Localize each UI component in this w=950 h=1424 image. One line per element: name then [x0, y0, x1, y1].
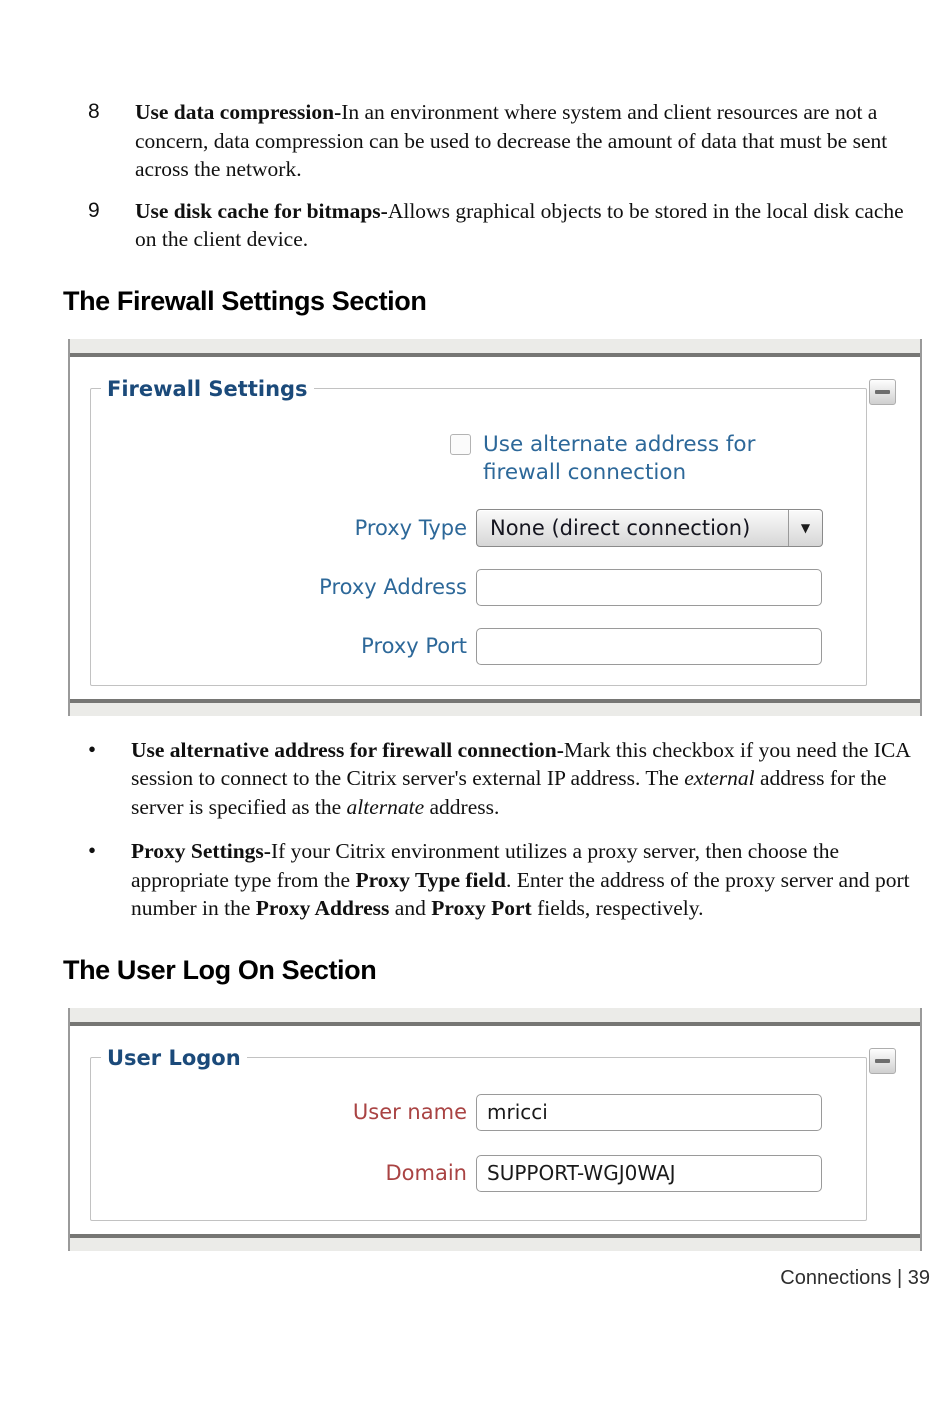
proxy-port-input[interactable]: [476, 628, 822, 665]
dropdown-arrow-button[interactable]: [788, 510, 822, 546]
footer-section-label: Connections: [780, 1266, 892, 1289]
chevron-down-icon: ▼: [800, 520, 811, 535]
firewall-settings-group: [90, 377, 867, 686]
user-logon-panel: [70, 1026, 920, 1234]
bullet-segment: address.: [424, 794, 500, 819]
item-body: Allows graphical objects to be stored in the local disk cache on the client device.: [135, 198, 904, 251]
bullet-segment: and: [389, 896, 432, 920]
proxy-address-label: Proxy Address: [319, 575, 467, 599]
list-item: [88, 98, 950, 184]
screenshot-top-chrome: [70, 1008, 920, 1026]
bullet-segment-bold: Proxy Port: [431, 896, 532, 920]
bullet-segment-italic: alternate: [346, 794, 425, 819]
item-text: [135, 98, 930, 184]
bullet-segment: address for the server is specified as the: [131, 766, 887, 819]
firewall-settings-screenshot: [68, 339, 922, 716]
bullet-text: [131, 837, 926, 923]
proxy-type-value: None (direct connection): [490, 515, 751, 540]
item-lead: Use data compression-: [135, 100, 342, 124]
bullet-segment: . Enter the address of the proxy server and port number in the: [131, 867, 910, 920]
minimize-button[interactable]: [869, 1048, 896, 1074]
user-name-label: User name: [352, 1100, 467, 1124]
minimize-icon: [875, 1059, 890, 1063]
domain-label: Domain: [385, 1161, 467, 1185]
proxy-address-row: [91, 569, 866, 606]
user-name-row: [91, 1094, 866, 1131]
proxy-address-input[interactable]: [476, 569, 822, 606]
bullet-list: [0, 736, 950, 923]
numbered-list: [0, 0, 950, 254]
minimize-icon: [875, 390, 890, 394]
proxy-type-row: [91, 509, 866, 547]
item-number: 8: [88, 100, 100, 123]
item-text: [135, 197, 930, 254]
item-body: In an environment where system and client resources are not a concern, data compression can be used to decrease the amount of data that must be sent across the network.: [135, 100, 888, 181]
bullet-item: [88, 736, 950, 822]
bullet-item: [88, 837, 950, 923]
bullet-marker: •: [88, 838, 97, 863]
alternate-address-checkbox[interactable]: [450, 434, 471, 455]
domain-input[interactable]: [476, 1155, 822, 1192]
proxy-type-dropdown[interactable]: [476, 509, 823, 547]
bullet-lead: Use alternative address for firewall connection-: [131, 737, 564, 762]
alternate-address-label: Use alternate address for firewall connection: [483, 431, 756, 485]
firewall-section-heading: The Firewall Settings Section: [63, 285, 427, 316]
proxy-port-row: [91, 628, 866, 665]
bullet-segment-bold: Proxy Type field: [355, 867, 506, 892]
footer-page-number: 39: [907, 1266, 930, 1289]
proxy-port-label: Proxy Port: [361, 634, 467, 658]
screenshot-bottom-chrome: [70, 1234, 920, 1251]
bullet-segment: Mark this checkbox if you need the ICA session to connect to the Citrix server's external IP address. The: [131, 737, 910, 790]
bullet-text: [131, 736, 926, 822]
user-logon-group: [90, 1046, 867, 1221]
page-footer: [0, 1267, 950, 1290]
firewall-settings-panel: [70, 357, 920, 699]
user-logon-screenshot: [68, 1008, 922, 1251]
screenshot-bottom-chrome: [70, 699, 920, 716]
item-lead: Use disk cache for bitmaps-: [135, 198, 388, 223]
bullet-segment-italic: external: [684, 766, 755, 790]
bullet-lead: Proxy Settings-: [131, 839, 271, 863]
minimize-button[interactable]: [869, 379, 896, 405]
bullet-segment-bold: Proxy Address: [255, 896, 390, 920]
user-logon-legend: User Logon: [107, 1045, 241, 1070]
domain-row: [91, 1155, 866, 1192]
bullet-segment: fields, respectively.: [531, 896, 704, 920]
bullet-marker: •: [88, 736, 97, 762]
item-number: 9: [88, 198, 100, 222]
logon-section-heading: The User Log On Section: [63, 954, 377, 985]
bullet-segment: If your Citrix environment utilizes a proxy server, then choose the appropriate type from the: [131, 839, 840, 892]
list-item: [88, 197, 950, 254]
alternate-address-row: [91, 431, 866, 487]
screenshot-top-chrome: [70, 339, 920, 357]
proxy-type-label: Proxy Type: [354, 515, 467, 540]
footer-separator: |: [891, 1266, 908, 1289]
checkbox-cell: [91, 431, 483, 487]
user-name-input[interactable]: [476, 1094, 822, 1131]
firewall-settings-legend: Firewall Settings: [107, 376, 308, 401]
